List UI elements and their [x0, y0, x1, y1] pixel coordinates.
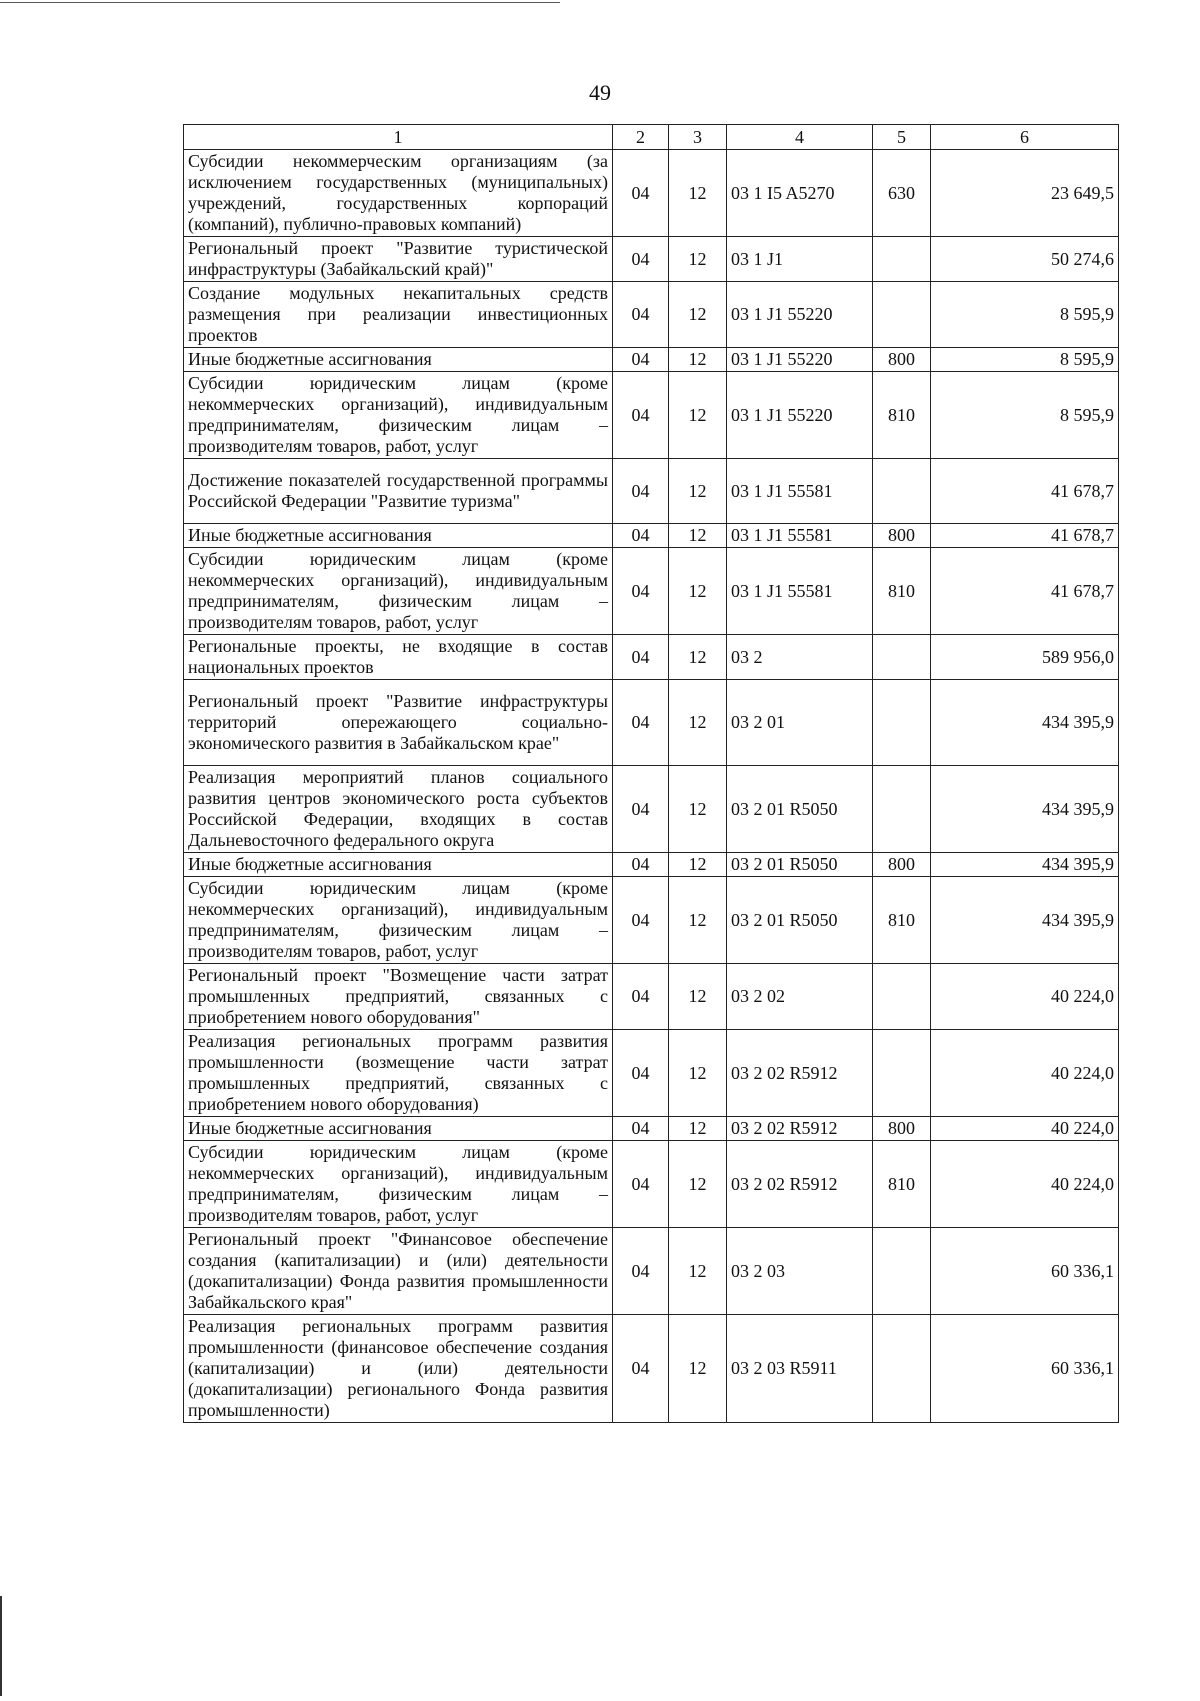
budget-table	[183, 124, 1119, 1423]
row-target-article: 03 1 J1 55220	[727, 372, 873, 459]
table-row	[184, 459, 1119, 524]
header-row	[184, 125, 1119, 150]
row-target-article: 03 2 02 R5912	[727, 1117, 873, 1141]
scan-edge-mark	[0, 1596, 2, 1696]
row-name: Региональный проект "Развитие инфраструктуры территорий опережающего социально-экономического развития в Забайкальском крае"	[184, 680, 613, 766]
table-body	[184, 150, 1119, 1423]
row-target-article: 03 2 01	[727, 680, 873, 766]
row-target-article: 03 2 03	[727, 1228, 873, 1315]
row-name: Иные бюджетные ассигнования	[184, 853, 613, 877]
row-subsection: 12	[669, 524, 727, 548]
table-row	[184, 524, 1119, 548]
row-target-article: 03 2 02	[727, 964, 873, 1030]
row-subsection: 12	[669, 766, 727, 853]
row-section: 04	[613, 964, 669, 1030]
row-expense-type: 800	[873, 853, 931, 877]
row-subsection: 12	[669, 1117, 727, 1141]
row-target-article: 03 1 J1 55581	[727, 548, 873, 635]
row-expense-type: 800	[873, 348, 931, 372]
row-expense-type	[873, 964, 931, 1030]
table-row	[184, 1141, 1119, 1228]
row-section: 04	[613, 548, 669, 635]
row-name: Субсидии юридическим лицам (кроме некоммерческих организаций), индивидуальным предпринимателям, физическим лицам – производителям товаров, работ, услуг	[184, 877, 613, 964]
row-expense-type: 800	[873, 524, 931, 548]
row-section: 04	[613, 680, 669, 766]
row-name: Субсидии юридическим лицам (кроме некоммерческих организаций), индивидуальным предпринимателям, физическим лицам – производителям товаров, работ, услуг	[184, 1141, 613, 1228]
row-target-article: 03 2 01 R5050	[727, 877, 873, 964]
row-amount: 41 678,7	[931, 459, 1119, 524]
row-subsection: 12	[669, 459, 727, 524]
row-name: Региональный проект "Финансовое обеспечение создания (капитализации) и (или) деятельности (докапитализации) Фонда развития промышленности Забайкальского края"	[184, 1228, 613, 1315]
table-row	[184, 766, 1119, 853]
row-amount: 434 395,9	[931, 853, 1119, 877]
row-target-article: 03 1 J1	[727, 237, 873, 282]
table-row	[184, 1315, 1119, 1423]
row-target-article: 03 2 02 R5912	[727, 1141, 873, 1228]
row-name: Создание модульных некапитальных средств размещения при реализации инвестиционных проектов	[184, 282, 613, 348]
table-row	[184, 282, 1119, 348]
column-header-name: 1	[184, 125, 613, 150]
table-row	[184, 1030, 1119, 1117]
row-expense-type	[873, 680, 931, 766]
row-subsection: 12	[669, 1315, 727, 1423]
row-expense-type: 810	[873, 1141, 931, 1228]
row-subsection: 12	[669, 237, 727, 282]
row-subsection: 12	[669, 348, 727, 372]
row-expense-type	[873, 237, 931, 282]
row-name: Иные бюджетные ассигнования	[184, 524, 613, 548]
row-amount: 434 395,9	[931, 680, 1119, 766]
row-name: Достижение показателей государственной программы Российской Федерации "Развитие туризма"	[184, 459, 613, 524]
row-expense-type: 810	[873, 548, 931, 635]
row-section: 04	[613, 372, 669, 459]
table-row	[184, 635, 1119, 680]
row-name: Иные бюджетные ассигнования	[184, 348, 613, 372]
row-section: 04	[613, 1141, 669, 1228]
row-target-article: 03 2 02 R5912	[727, 1030, 873, 1117]
column-header-target-article: 4	[727, 125, 873, 150]
table-row	[184, 372, 1119, 459]
row-target-article: 03 1 J1 55220	[727, 282, 873, 348]
row-expense-type	[873, 766, 931, 853]
row-subsection: 12	[669, 680, 727, 766]
row-name: Региональный проект "Развитие туристической инфраструктуры (Забайкальский край)"	[184, 237, 613, 282]
row-amount: 41 678,7	[931, 548, 1119, 635]
row-amount: 434 395,9	[931, 766, 1119, 853]
row-target-article: 03 2	[727, 635, 873, 680]
row-target-article: 03 2 01 R5050	[727, 853, 873, 877]
row-amount: 41 678,7	[931, 524, 1119, 548]
table-row	[184, 548, 1119, 635]
row-target-article: 03 1 J1 55581	[727, 524, 873, 548]
row-target-article: 03 2 01 R5050	[727, 766, 873, 853]
row-amount: 50 274,6	[931, 237, 1119, 282]
table-row	[184, 680, 1119, 766]
row-section: 04	[613, 1030, 669, 1117]
row-section: 04	[613, 635, 669, 680]
row-section: 04	[613, 877, 669, 964]
row-subsection: 12	[669, 964, 727, 1030]
row-name: Региональный проект "Возмещение части затрат промышленных предприятий, связанных с приобретением нового оборудования"	[184, 964, 613, 1030]
row-name: Иные бюджетные ассигнования	[184, 1117, 613, 1141]
row-expense-type: 810	[873, 372, 931, 459]
row-section: 04	[613, 459, 669, 524]
row-section: 04	[613, 1315, 669, 1423]
row-expense-type: 800	[873, 1117, 931, 1141]
row-target-article: 03 1 J1 55581	[727, 459, 873, 524]
row-subsection: 12	[669, 1228, 727, 1315]
row-expense-type	[873, 1030, 931, 1117]
column-header-amount: 6	[931, 125, 1119, 150]
row-target-article: 03 1 I5 A5270	[727, 150, 873, 237]
row-amount: 60 336,1	[931, 1315, 1119, 1423]
row-subsection: 12	[669, 877, 727, 964]
table-row	[184, 1117, 1119, 1141]
row-subsection: 12	[669, 548, 727, 635]
row-section: 04	[613, 282, 669, 348]
row-subsection: 12	[669, 150, 727, 237]
column-header-expense-type: 5	[873, 125, 931, 150]
row-target-article: 03 2 03 R5911	[727, 1315, 873, 1423]
row-name: Реализация региональных программ развития промышленности (финансовое обеспечение создания (капитализации) и (или) деятельности (докапитализации) регионального Фонда развития промышленности)	[184, 1315, 613, 1423]
row-subsection: 12	[669, 635, 727, 680]
column-header-section: 2	[613, 125, 669, 150]
row-expense-type: 810	[873, 877, 931, 964]
row-target-article: 03 1 J1 55220	[727, 348, 873, 372]
row-amount: 60 336,1	[931, 1228, 1119, 1315]
row-expense-type	[873, 459, 931, 524]
row-section: 04	[613, 348, 669, 372]
row-name: Реализация региональных программ развития промышленности (возмещение части затрат промышленных предприятий, связанных с приобретением нового оборудования)	[184, 1030, 613, 1117]
row-expense-type	[873, 1228, 931, 1315]
row-amount: 434 395,9	[931, 877, 1119, 964]
table-row	[184, 150, 1119, 237]
row-subsection: 12	[669, 1030, 727, 1117]
row-section: 04	[613, 853, 669, 877]
row-name: Субсидии юридическим лицам (кроме некоммерческих организаций), индивидуальным предпринимателям, физическим лицам – производителям товаров, работ, услуг	[184, 372, 613, 459]
row-subsection: 12	[669, 282, 727, 348]
row-section: 04	[613, 1117, 669, 1141]
row-subsection: 12	[669, 372, 727, 459]
row-name: Региональные проекты, не входящие в состав национальных проектов	[184, 635, 613, 680]
column-header-subsection: 3	[669, 125, 727, 150]
table-row	[184, 877, 1119, 964]
row-amount: 8 595,9	[931, 372, 1119, 459]
row-amount: 40 224,0	[931, 1117, 1119, 1141]
table-row	[184, 1228, 1119, 1315]
row-name: Субсидии юридическим лицам (кроме некоммерческих организаций), индивидуальным предпринимателям, физическим лицам – производителям товаров, работ, услуг	[184, 548, 613, 635]
row-expense-type	[873, 282, 931, 348]
row-amount: 40 224,0	[931, 1030, 1119, 1117]
row-name: Реализация мероприятий планов социального развития центров экономического роста субъектов Российской Федерации, входящих в состав Дальневосточного федерального округа	[184, 766, 613, 853]
scan-top-rule	[0, 2, 560, 3]
row-section: 04	[613, 524, 669, 548]
row-section: 04	[613, 766, 669, 853]
row-section: 04	[613, 237, 669, 282]
table-row	[184, 964, 1119, 1030]
row-subsection: 12	[669, 853, 727, 877]
row-section: 04	[613, 1228, 669, 1315]
row-expense-type	[873, 635, 931, 680]
row-subsection: 12	[669, 1141, 727, 1228]
row-amount: 23 649,5	[931, 150, 1119, 237]
row-amount: 40 224,0	[931, 964, 1119, 1030]
table-row	[184, 348, 1119, 372]
row-expense-type	[873, 1315, 931, 1423]
table-row	[184, 853, 1119, 877]
row-amount: 8 595,9	[931, 348, 1119, 372]
page-number: 49	[589, 80, 611, 105]
row-expense-type: 630	[873, 150, 931, 237]
row-amount: 8 595,9	[931, 282, 1119, 348]
row-section: 04	[613, 150, 669, 237]
table-row	[184, 237, 1119, 282]
row-amount: 40 224,0	[931, 1141, 1119, 1228]
row-name: Субсидии некоммерческим организациям (за исключением государственных (муниципальных) учреждений, государственных корпораций (компаний), публично-правовых компаний)	[184, 150, 613, 237]
row-amount: 589 956,0	[931, 635, 1119, 680]
